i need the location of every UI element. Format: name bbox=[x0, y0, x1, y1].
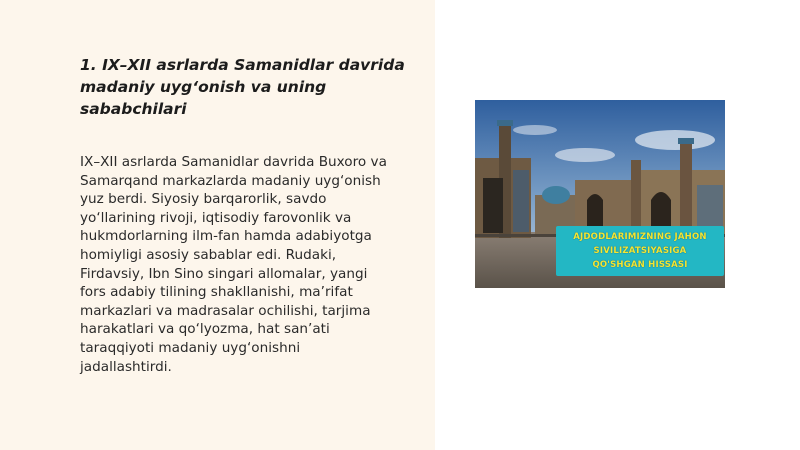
caption-line: SIVILIZATSIYASIGA bbox=[593, 246, 687, 256]
body-line: markazlari va madrasalar ochilishi, tarjima bbox=[80, 302, 371, 319]
title-line: madaniy uyg‘onish va uning bbox=[80, 78, 327, 96]
caption-line: AJDODLARIMIZNING JAHON bbox=[573, 232, 707, 242]
title-line: sababchilari bbox=[80, 100, 187, 118]
body-line: jadallashtirdi. bbox=[80, 358, 172, 375]
body-line: hukmdorlarning ilm-fan hamda adabiyotga bbox=[80, 228, 372, 245]
body-line: Samarqand markazlarda madaniy uyg‘onish bbox=[80, 172, 381, 189]
caption-line: QO'SHGAN HISSASI bbox=[592, 260, 688, 270]
body-line: Firdavsiy, Ibn Sino singari allomalar, yangi bbox=[80, 265, 368, 282]
slide-body-text bbox=[80, 153, 425, 376]
body-line: taraqqiyoti madaniy uyg‘onishni bbox=[80, 339, 301, 356]
body-line: homiyligi asosiy sabablar edi. Rudaki, bbox=[80, 246, 337, 263]
body-line: fors adabiy tilining shakllanishi, ma’rifat bbox=[80, 284, 353, 301]
body-line: IX–XII asrlarda Samanidlar davrida Buxoro va bbox=[80, 154, 387, 170]
body-line: yo‘llarining rivoji, iqtisodiy farovonlik va bbox=[80, 209, 352, 226]
body-line: harakatlari va qo‘lyozma, hat san’ati bbox=[80, 321, 330, 338]
image-caption bbox=[556, 226, 724, 276]
body-line: yuz berdi. Siyosiy barqarorlik, savdo bbox=[80, 191, 327, 208]
title-line: 1. IX–XII asrlarda Samanidlar davrida bbox=[80, 56, 405, 74]
slide-title bbox=[80, 54, 425, 120]
